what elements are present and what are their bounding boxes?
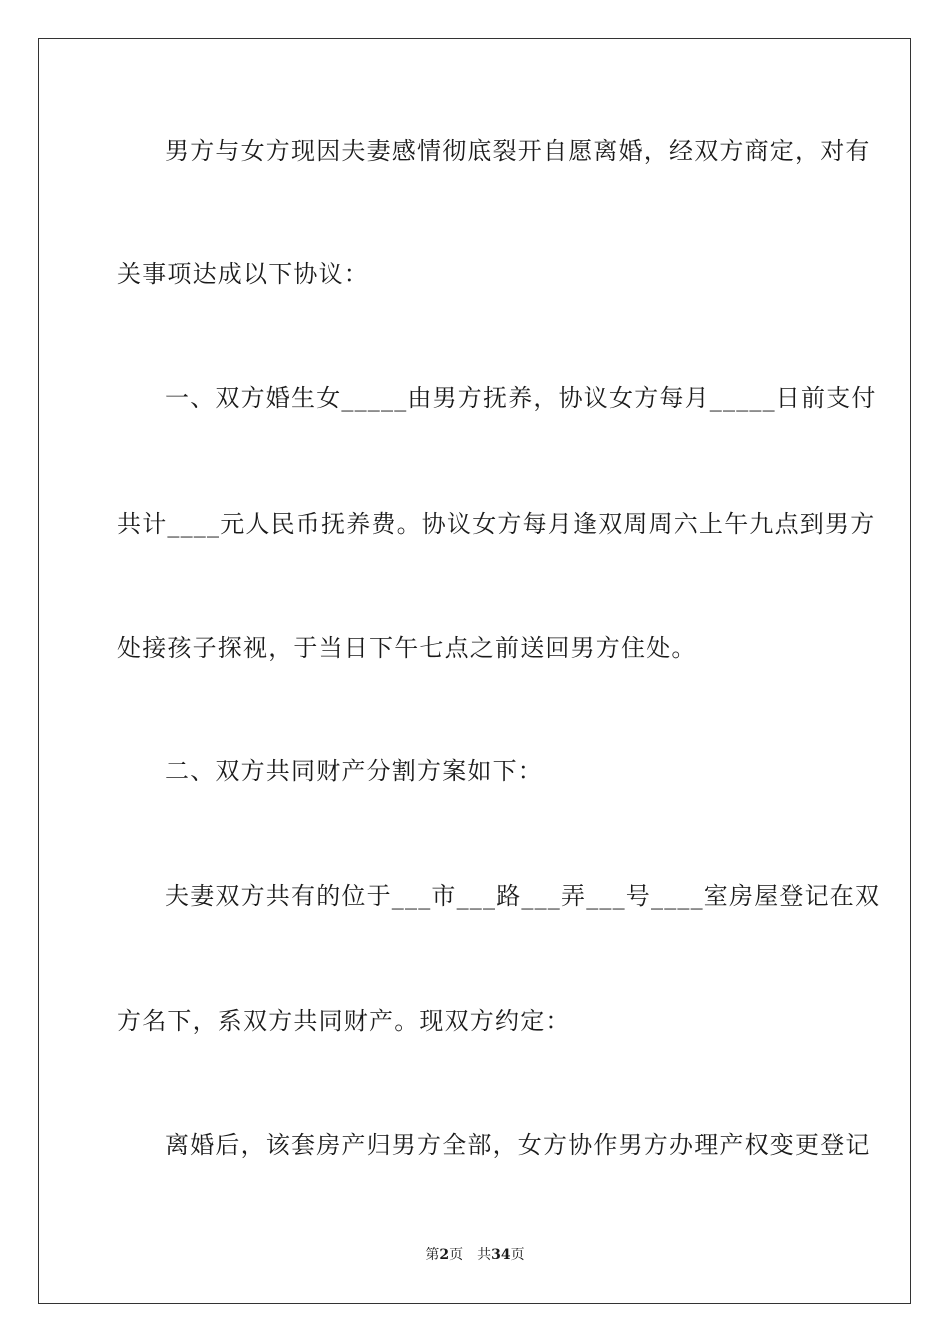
page-border [38, 38, 911, 1304]
paragraph-line: 离婚后，该套房产归男方全部，女方协作男方办理产权变更登记 [165, 1131, 871, 1159]
page-number: 2 [439, 1247, 450, 1263]
paragraph-line: 方名下，系双方共同财产。现双方约定： [117, 1007, 571, 1035]
total-suffix: 页 [510, 1247, 525, 1263]
page-prefix: 第 [425, 1247, 440, 1263]
paragraph-line: 共计____元人民币抚养费。协议女方每月逢双周周六上午九点到男方 [117, 510, 876, 538]
paragraph-line: 男方与女方现因夫妻感情彻底裂开自愿离婚，经双方商定，对有 [165, 137, 871, 165]
total-prefix: 共 [477, 1247, 492, 1263]
total-pages: 34 [491, 1247, 511, 1263]
page-footer [0, 1246, 950, 1264]
page-suffix: 页 [449, 1247, 464, 1263]
paragraph-line: 处接孩子探视，于当日下午七点之前送回男方住处。 [117, 634, 697, 662]
paragraph-line: 二、双方共同财产分割方案如下： [165, 757, 543, 785]
paragraph-line: 一、双方婚生女_____由男方抚养，协议女方每月_____日前支付 [165, 384, 877, 412]
paragraph-line: 关事项达成以下协议： [117, 260, 369, 288]
paragraph-line: 夫妻双方共有的位于___市___路___弄___号____室房屋登记在双 [165, 882, 881, 910]
